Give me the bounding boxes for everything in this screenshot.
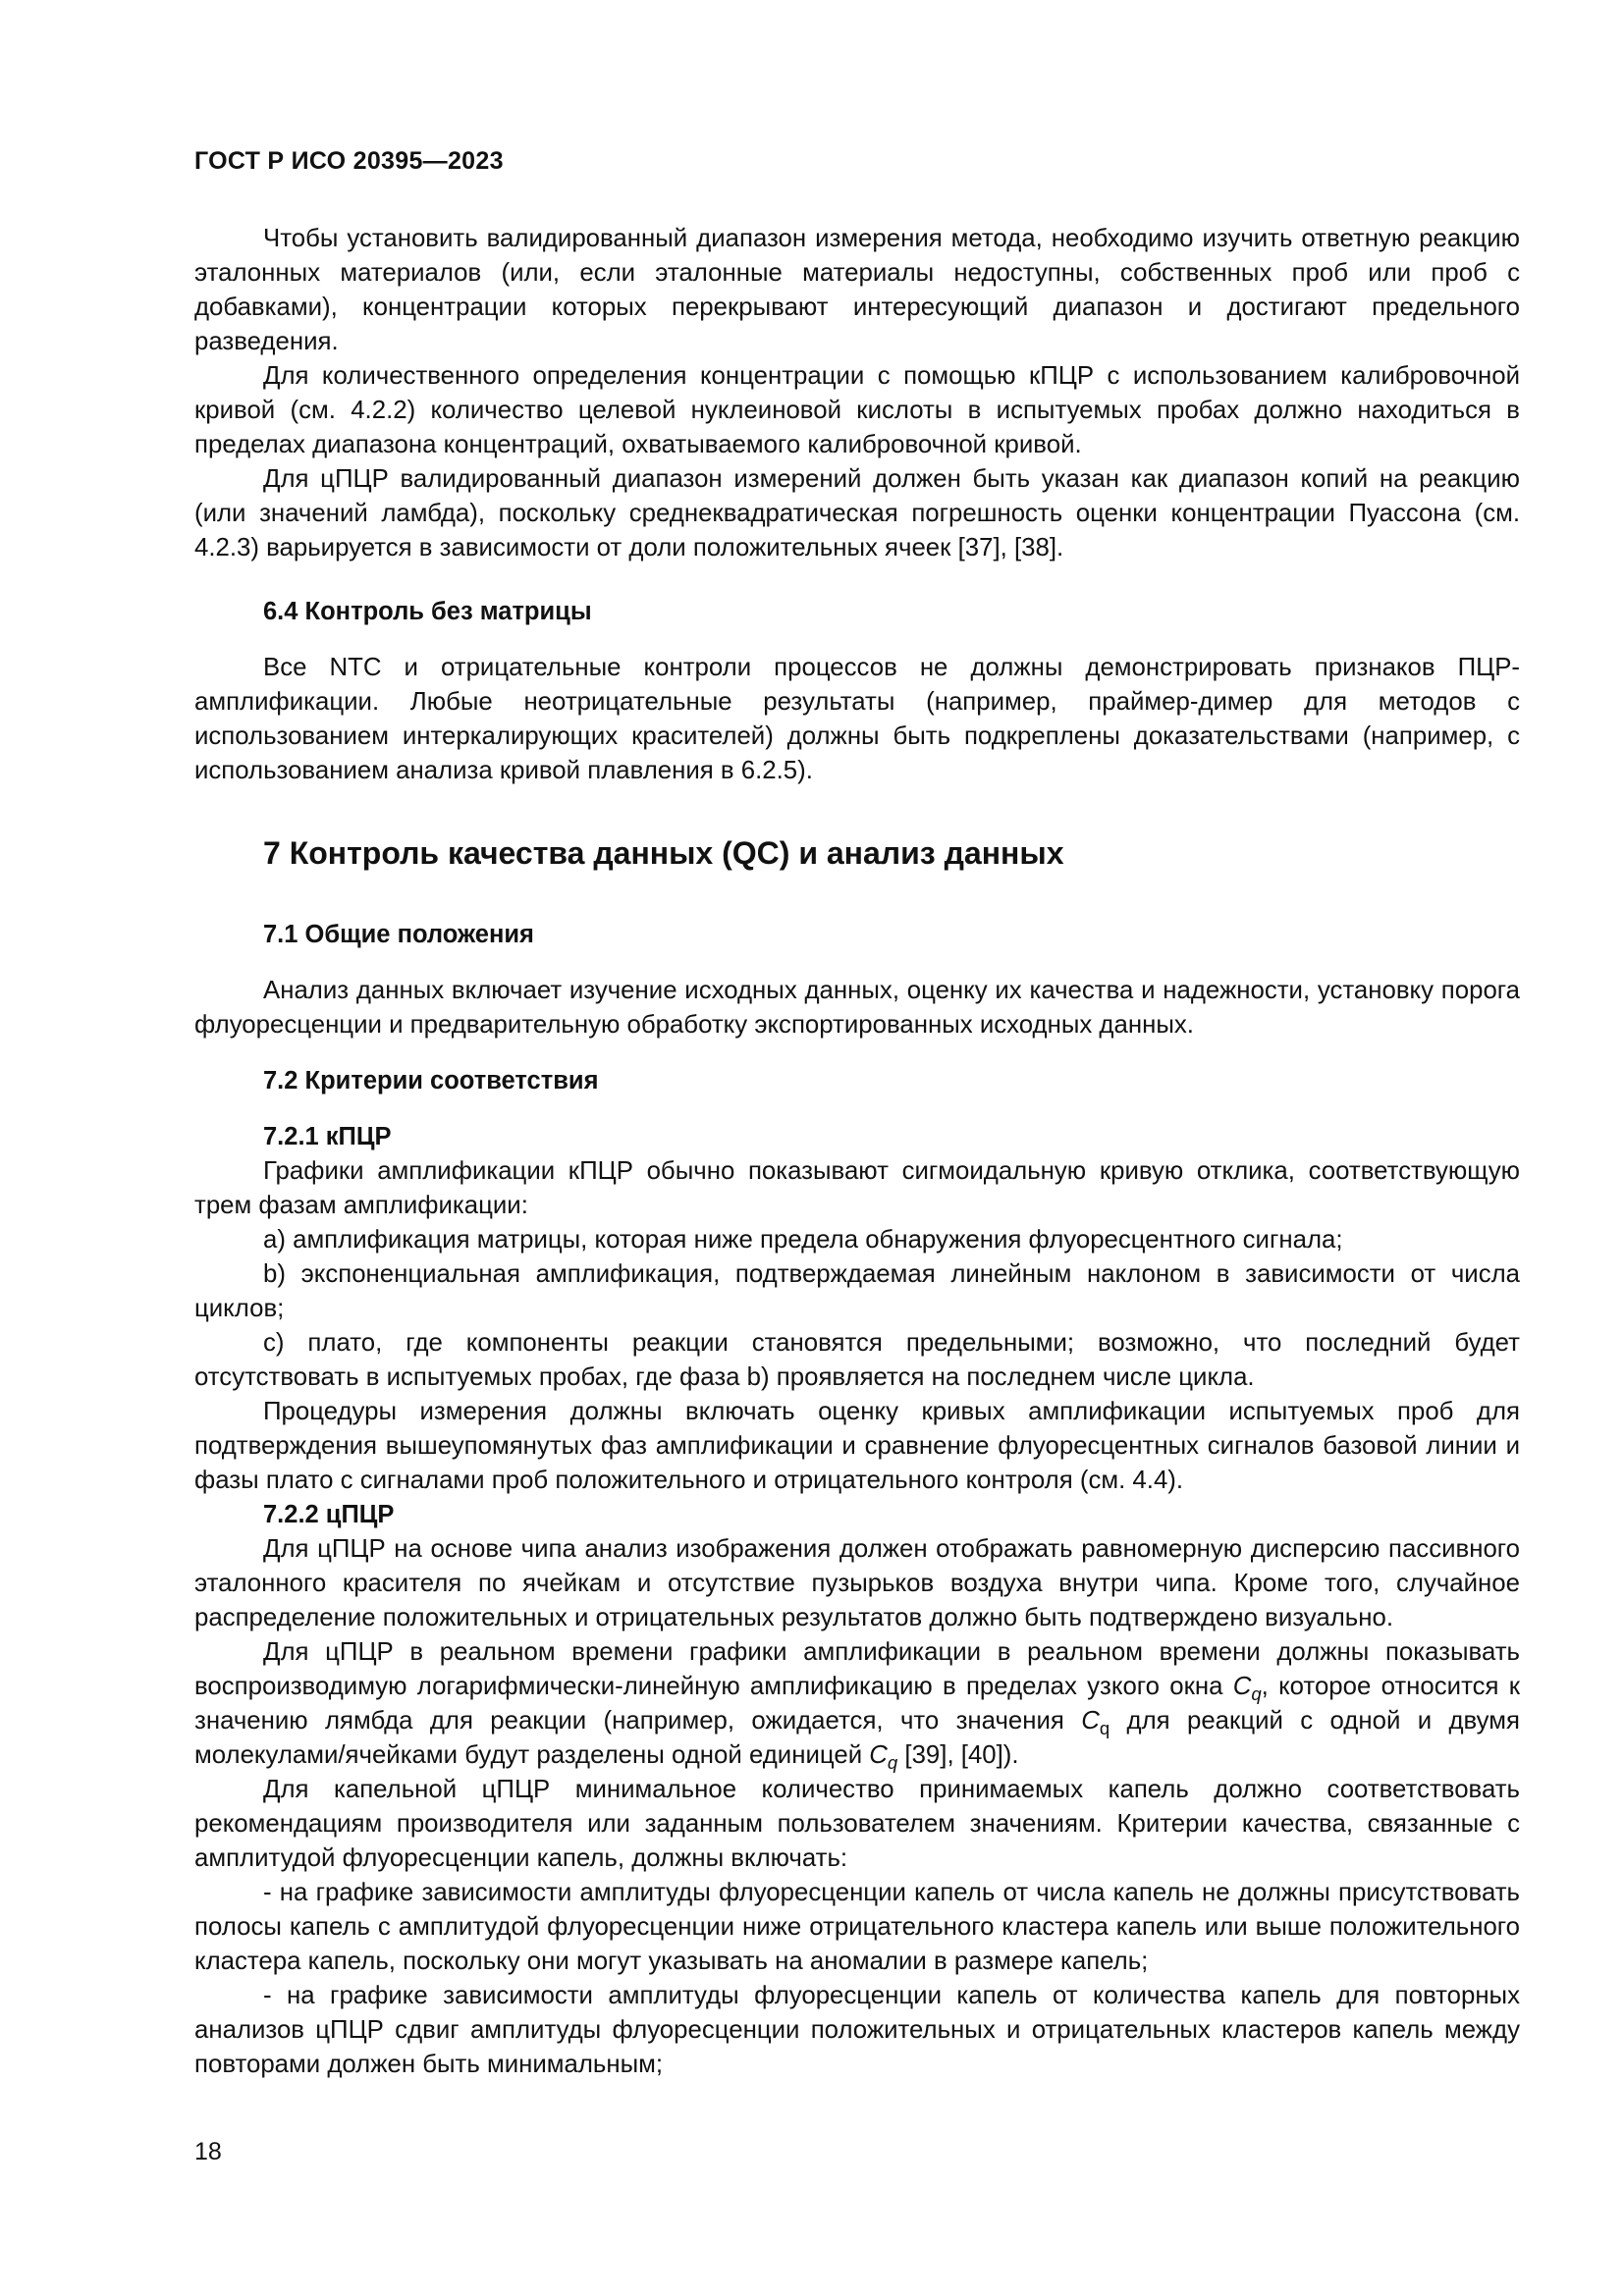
- cq-symbol: C: [1081, 1707, 1100, 1735]
- section-7-1-heading: 7.1 Общие положения: [263, 921, 534, 948]
- section-7-2-2-heading: 7.2.2 цПЦР: [263, 1501, 395, 1528]
- section-7-heading: 7 Контроль качества данных (QC) и анализ данных: [263, 835, 1064, 871]
- page-number: 18: [194, 2138, 222, 2165]
- list-item-c: c) плато, где компоненты реакции становятся предельными; возможно, что последний будет отсутствовать в испытуемых пробах, где фаза b) проявляется на последнем числе цикла.: [194, 1329, 1520, 1391]
- section-7-2-1-heading: 7.2.1 кПЦР: [263, 1123, 392, 1150]
- paragraph-qpcr-plots: Графики амплификации кПЦР обычно показывают сигмоидальную кривую отклика, соответствующую трем фазам амплификации:: [194, 1157, 1520, 1219]
- cq-symbol: C: [869, 1741, 888, 1769]
- paragraph-realtime-dpcr: Для цПЦР в реальном времени графики амплификации в реальном времени должны показывать воспроизводимую логарифмически-линейную амплификацию в пределах узкого окна $C_q$, которое относится к значению лямбда для реакции (например, ожидается, что значения $C_q$ для реакций с одной и двумя молекулами/ячейками будут разделены одной единицей $C_q$ [39], [40]).: [194, 1638, 1520, 1774]
- list-item-a: a) амплификация матрицы, которая ниже предела обнаружения флуоресцентного сигнала;: [263, 1226, 1343, 1254]
- list-item-dash-1: - на графике зависимости амплитуды флуоресценции капель от числа капель не должны присутствовать полосы капель с амплитудой флуоресценции ниже отрицательного кластера капель или выше положительного кластера капель, поскольку они могут указывать на аномалии в размере капель;: [194, 1879, 1520, 1975]
- paragraph-dpcr-range: Для цПЦР валидированный диапазон измерений должен быть указан как диапазон копий на реакцию (или значений ламбда), поскольку среднеквадратическая погрешность оценки концентрации Пуассона (см. 4.2.3) варьируется в зависимости от доли положительных ячеек [37], [38].: [194, 465, 1520, 561]
- list-item-b: b) экспоненциальная амплификация, подтверждаемая линейным наклоном в зависимости от числа циклов;: [194, 1260, 1520, 1322]
- paragraph-droplet-dpcr: Для капельной цПЦР минимальное количество принимаемых капель должно соответствовать рекомендациям производителя или заданным пользователем значениям. Критерии качества, связанные с амплитудой флуоресценции капель, должны включать:: [194, 1776, 1520, 1872]
- paragraph-data-analysis: Анализ данных включает изучение исходных данных, оценку их качества и надежности, установку порога флуоресценции и предварительную обработку экспортированных исходных данных.: [194, 977, 1520, 1039]
- paragraph-validated-range: Чтобы установить валидированный диапазон измерения метода, необходимо изучить ответную реакцию эталонных материалов (или, если эталонные материалы недоступны, собственных проб или проб с добавками), концентрации которых перекрывают интересующий диапазон и достигают предельного разведения.: [194, 225, 1520, 355]
- paragraph-chip-dpcr: Для цПЦР на основе чипа анализ изображения должен отображать равномерную дисперсию пассивного эталонного красителя по ячейкам и отсутствие пузырьков воздуха внутри чипа. Кроме того, случайное распределение положительных и отрицательных результатов должно быть подтверждено визуально.: [194, 1535, 1520, 1631]
- list-item-dash-2: - на графике зависимости амплитуды флуоресценции капель от количества капель для повторных анализов цПЦР сдвиг амплитуды флуоресценции положительных и отрицательных кластеров капель между повторами должен быть минимальным;: [194, 1982, 1520, 2078]
- page-body: [194, 222, 1520, 2082]
- paragraph-procedures: Процедуры измерения должны включать оценку кривых амплификации испытуемых проб для подтверждения вышеупомянутых фаз амплификации и сравнение флуоресцентных сигналов базовой линии и фазы плато с сигналами проб положительного и отрицательного контроля (см. 4.4).: [194, 1398, 1520, 1494]
- document-header: ГОСТ Р ИСО 20395—2023: [194, 147, 504, 175]
- section-6-4-heading: 6.4 Контроль без матрицы: [263, 598, 592, 625]
- paragraph-qpcr-calibration: Для количественного определения концентрации с помощью кПЦР с использованием калибровочной кривой (см. 4.2.2) количество целевой нуклеиновой кислоты в испытуемых пробах должно находиться в пределах диапазона концентраций, охватываемого калибровочной кривой.: [194, 362, 1520, 458]
- cq-symbol: C: [1232, 1673, 1252, 1700]
- section-7-2-heading: 7.2 Критерии соответствия: [263, 1067, 599, 1095]
- paragraph-ntc: Все NTC и отрицательные контроли процессов не должны демонстрировать признаков ПЦР-амплификации. Любые неотрицательные результаты (например, праймер-димер для методов с использованием интеркалирующих красителей) должны быть подкреплены доказательствами (например, с использованием анализа кривой плавления в 6.2.5).: [194, 654, 1520, 784]
